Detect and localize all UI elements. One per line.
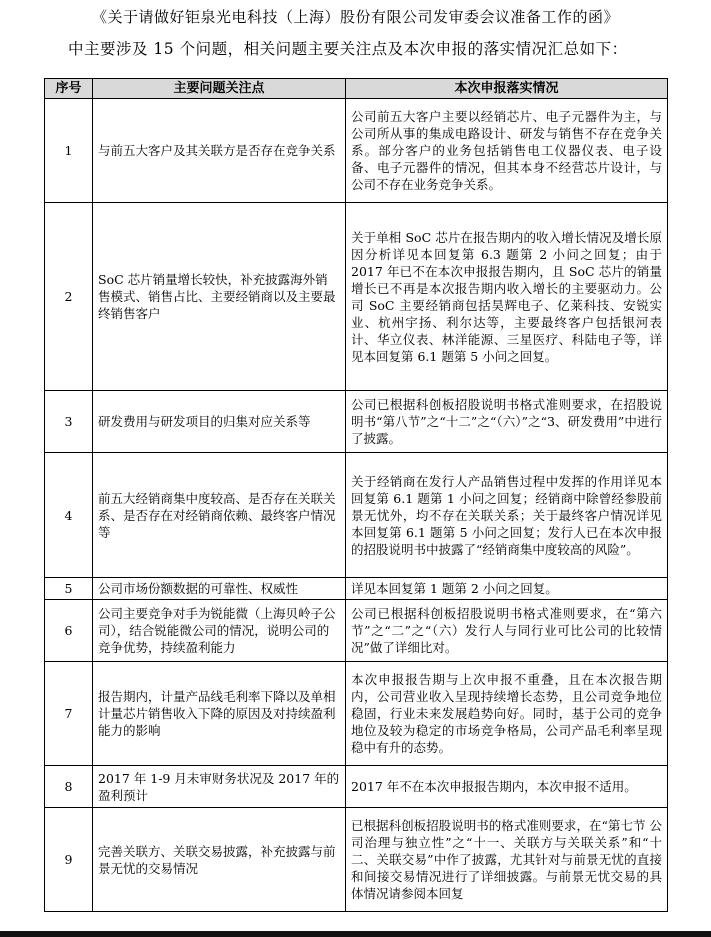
row-answer: 公司已根据科创板招股说明书格式准则要求，在“第六节”之“二”之“（六）发行人与同行业可比公司的比较情况”做了详细比对。 — [346, 600, 668, 662]
row-issue: 研发费用与研发项目的归集对应关系等 — [93, 391, 346, 453]
row-answer: 公司已根据科创板招股说明书格式准则要求，在招股说明书“第八节”之“十二”之“（六）”之“3、研发费用”中进行了披露。 — [346, 391, 668, 453]
row-number: 3 — [45, 391, 93, 453]
row-answer: 已根据科创板招股说明书的格式准则要求，在“第七节 公司治理与独立性”之“十一、关联方与关联关系”和“十二、关联交易”中作了披露，尤其针对与前景无忧的直接和间接交易情况进行了详细披露。与前景无忧交易的具体情况请参阅本回复 — [346, 808, 668, 912]
row-number: 7 — [45, 662, 93, 766]
row-answer: 关于经销商在发行人产品销售过程中发挥的作用详见本回复第 6.1 题第 1 小问之回复；经销商中除曾经参股前景无忧外，均不存在关联关系；关于最终客户情况详见本回复第 6.1 题第 5 小问之回复；发行人已在本次申报的招股说明书中披露了“经销商集中度较高的风险”。 — [346, 453, 668, 578]
row-issue: 公司市场份额数据的可靠性、权威性 — [93, 578, 346, 600]
table-row — [45, 766, 668, 808]
row-issue: 2017 年 1-9 月未审财务状况及 2017 年的盈利预计 — [93, 766, 346, 808]
table-row — [45, 578, 668, 600]
table-row — [45, 808, 668, 912]
header-issue: 主要问题关注点 — [93, 79, 346, 99]
row-issue: 报告期内，计量产品线毛利率下降以及单相计量芯片销售收入下降的原因及对持续盈利能力的影响 — [93, 662, 346, 766]
header-answer: 本次申报落实情况 — [346, 79, 668, 99]
table-row — [45, 99, 668, 203]
row-number: 1 — [45, 99, 93, 203]
row-issue: 公司主要竞争对手为锐能微（上海贝岭子公司），结合锐能微公司的情况，说明公司的竞争优势，持续盈利能力 — [93, 600, 346, 662]
row-issue: 前五大经销商集中度较高、是否存在关联关系、是否存在对经销商依赖、最终客户情况等 — [93, 453, 346, 578]
row-answer: 详见本回复第 1 题第 2 小问之回复。 — [346, 578, 668, 600]
row-answer: 本次申报报告期与上次申报不重叠，且在本次报告期内，公司营业收入呈现持续增长态势，且公司竞争地位稳固，行业未来发展趋势向好。同时，基于公司的竞争地位及较为稳定的市场竞争格局，公司产品毛利率呈现稳中有升的态势。 — [346, 662, 668, 766]
table-header-row — [45, 79, 668, 99]
table-row — [45, 600, 668, 662]
document-title-line: 《关于请做好钜泉光电科技（上海）股份有限公司发审委会议准备工作的函》 — [91, 8, 619, 26]
row-answer: 2017 年不在本次申报报告期内，本次申报不适用。 — [346, 766, 668, 808]
table-row — [45, 662, 668, 766]
intro-line: 中主要涉及 15 个问题，相关问题主要关注点及本次申报的落实情况汇总如下： — [68, 40, 628, 58]
header-number: 序号 — [45, 79, 93, 99]
row-answer: 关于单相 SoC 芯片在报告期内的收入增长情况及增长原因分析详见本回复第 6.3 题第 2 小问之回复；由于 2017 年已不在本次申报报告期内，且 SoC 芯片的销量增长已不再是本次报告期内收入增长的主要驱动力。公司 SoC 主要经销商包括昊辉电子、亿莱科技、安锐实业、杭州宇扬、利尔达等，主要最终客户包括银河表计、华立仪表、林洋能源、三星医疗、科陆电子等，详见本回复第 6.1 题第 5 小问之回复。 — [346, 203, 668, 391]
row-number: 9 — [45, 808, 93, 912]
table-row — [45, 453, 668, 578]
issues-table — [44, 78, 668, 912]
row-number: 2 — [45, 203, 93, 391]
row-number: 8 — [45, 766, 93, 808]
table-row — [45, 391, 668, 453]
row-number: 6 — [45, 600, 93, 662]
row-answer: 公司前五大客户主要以经销芯片、电子元器件为主，与公司所从事的集成电路设计、研发与销售不存在竞争关系。部分客户的业务包括销售电工仪器仪表、电子设备、电子元器件的情况，但其本身不经营芯片设计，与公司不存在业务竞争关系。 — [346, 99, 668, 203]
row-issue: 与前五大客户及其关联方是否存在竞争关系 — [93, 99, 346, 203]
table-row — [45, 203, 668, 391]
row-number: 4 — [45, 453, 93, 578]
row-issue: SoC 芯片销量增长较快，补充披露海外销售模式、销售占比、主要经销商以及主要最终销售客户 — [93, 203, 346, 391]
row-issue: 完善关联方、关联交易披露，补充披露与前景无忧的交易情况 — [93, 808, 346, 912]
row-number: 5 — [45, 578, 93, 600]
page-bottom-bar — [0, 931, 711, 937]
